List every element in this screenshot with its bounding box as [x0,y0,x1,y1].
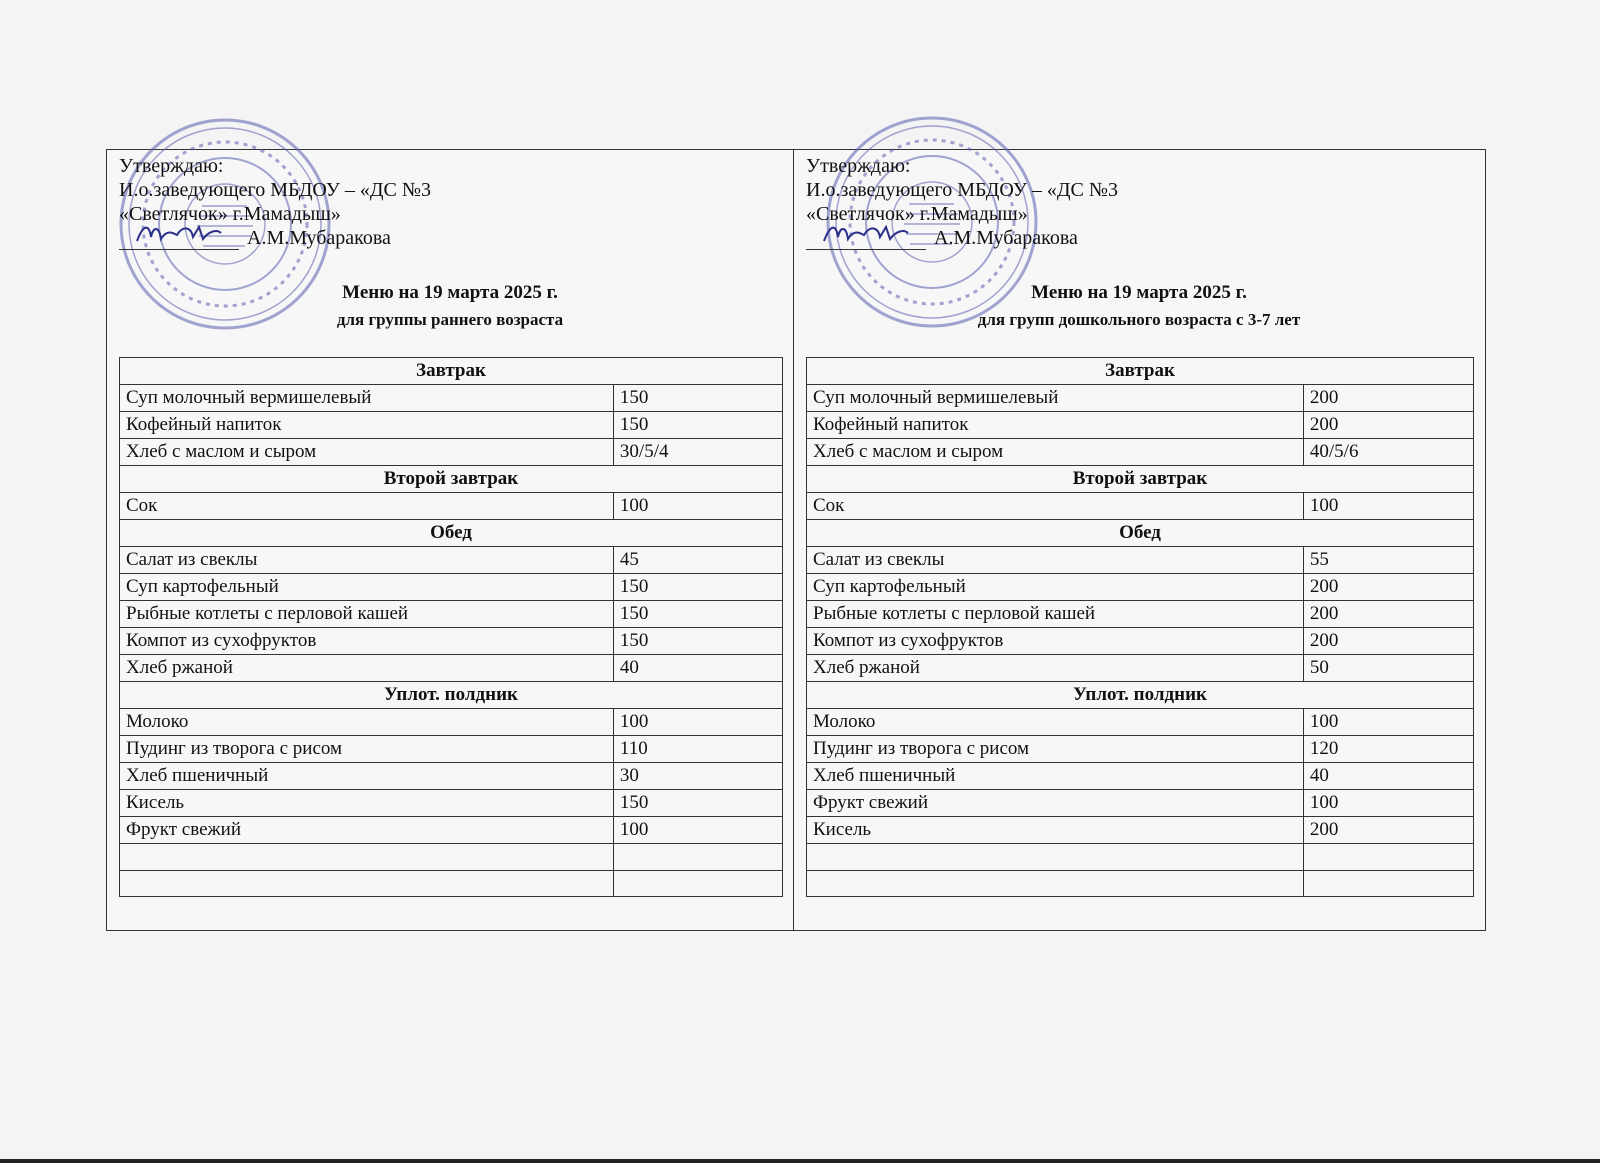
dish-name: Рыбные котлеты с перловой кашей [807,601,1304,628]
approval-label: Утверждаю: [806,155,911,177]
dish-row [807,628,1474,655]
portion-size [1303,844,1473,871]
dish-name: Хлеб ржаной [120,655,614,682]
dish-row [120,763,783,790]
dish-row [120,817,783,844]
portion-size: 150 [613,628,782,655]
dish-name [120,844,614,871]
organization-name: «Светлячок» г.Мамадыш» [806,203,1028,225]
handwritten-signature [133,219,223,247]
dish-name: Суп молочный вермишелевый [120,385,614,412]
signer-name: А.М.Мубаракова [934,227,1078,249]
portion-size: 100 [613,709,782,736]
portion-size: 40/5/6 [1303,439,1473,466]
dish-name [807,844,1304,871]
dish-row [807,439,1474,466]
portion-size: 100 [613,817,782,844]
signature-row [806,226,1118,250]
meal-section-row [807,682,1474,709]
approval-block [119,154,431,250]
menu-subtitle: для группы раннего возраста [336,310,564,329]
meal-section-row [807,466,1474,493]
meal-section-title: Обед [120,520,783,547]
dish-name: Салат из свеклы [807,547,1304,574]
dish-name: Кисель [807,817,1304,844]
dish-name: Салат из свеклы [120,547,614,574]
portion-size [613,870,782,897]
dish-name: Пудинг из творога с рисом [120,736,614,763]
dish-name: Хлеб пшеничный [807,763,1304,790]
portion-size: 200 [1303,817,1473,844]
dish-name: Хлеб с маслом и сыром [120,439,614,466]
menu-title: Меню на 19 марта 2025 г. [342,282,558,303]
dish-name: Компот из сухофруктов [120,628,614,655]
signer-name: А.М.Мубаракова [247,227,391,249]
meal-section-title: Завтрак [120,358,783,385]
portion-size: 30/5/4 [613,439,782,466]
meal-section-row [120,466,783,493]
menu-document [106,149,1486,931]
approval-label: Утверждаю: [119,155,224,177]
portion-size: 200 [1303,601,1473,628]
meal-section-title: Завтрак [807,358,1474,385]
approver-position: И.о.заведующего МБДОУ – «ДС №3 [806,179,1118,201]
portion-size: 150 [613,601,782,628]
dish-row [120,844,783,871]
meal-section-title: Обед [807,520,1474,547]
dish-row [120,493,783,520]
dish-name [120,870,614,897]
meal-section-title: Второй завтрак [807,466,1474,493]
meal-section-row [120,358,783,385]
dish-name: Кофейный напиток [120,412,614,439]
portion-size: 100 [1303,493,1473,520]
meal-section-title: Уплот. полдник [120,682,783,709]
portion-size [613,844,782,871]
scan-edge [0,1159,1600,1163]
portion-size: 30 [613,763,782,790]
dish-row [807,817,1474,844]
dish-name: Кофейный напиток [807,412,1304,439]
dish-row [120,439,783,466]
dish-row [120,870,783,897]
dish-name: Сок [120,493,614,520]
portion-size: 200 [1303,628,1473,655]
portion-size: 150 [613,385,782,412]
dish-name: Хлеб ржаной [807,655,1304,682]
dish-name: Фрукт свежий [120,817,614,844]
meal-section-row [120,682,783,709]
dish-name: Суп картофельный [807,574,1304,601]
meal-section-row [807,358,1474,385]
portion-size: 200 [1303,574,1473,601]
dish-row [120,628,783,655]
dish-row [807,547,1474,574]
menu-panel-preschool [794,150,1484,930]
dish-name: Пудинг из творога с рисом [807,736,1304,763]
dish-name [807,870,1304,897]
dish-row [807,574,1474,601]
dish-row [807,763,1474,790]
approval-block [806,154,1118,250]
dish-row [120,574,783,601]
dish-row [120,736,783,763]
dish-name: Хлеб с маслом и сыром [807,439,1304,466]
dish-name: Молоко [807,709,1304,736]
dish-row [120,412,783,439]
dish-row [120,385,783,412]
portion-size: 120 [1303,736,1473,763]
portion-size [1303,870,1473,897]
dish-row [807,870,1474,897]
signature-line [806,229,926,250]
portion-size: 40 [1303,763,1473,790]
dish-row [807,790,1474,817]
portion-size: 150 [613,574,782,601]
dish-row [807,736,1474,763]
meal-section-row [120,520,783,547]
portion-size: 150 [613,790,782,817]
dish-name: Суп молочный вермишелевый [807,385,1304,412]
portion-size: 40 [613,655,782,682]
portion-size: 55 [1303,547,1473,574]
menu-table [806,357,1474,897]
dish-row [120,790,783,817]
portion-size: 100 [1303,790,1473,817]
portion-size: 100 [1303,709,1473,736]
meal-section-row [807,520,1474,547]
portion-size: 110 [613,736,782,763]
dish-name: Суп картофельный [120,574,614,601]
dish-name: Кисель [120,790,614,817]
dish-row [120,709,783,736]
dish-row [807,709,1474,736]
handwritten-signature [820,219,910,247]
dish-row [807,844,1474,871]
menu-panel-early-age [107,150,793,930]
portion-size: 150 [613,412,782,439]
dish-row [120,547,783,574]
menu-title: Меню на 19 марта 2025 г. [1031,282,1247,303]
dish-name: Компот из сухофруктов [807,628,1304,655]
dish-row [120,655,783,682]
portion-size: 100 [613,493,782,520]
dish-name: Молоко [120,709,614,736]
portion-size: 45 [613,547,782,574]
dish-row [807,493,1474,520]
dish-row [807,412,1474,439]
dish-row [120,601,783,628]
signature-row [119,226,431,250]
signature-line [119,229,239,250]
menu-table [119,357,783,897]
dish-row [807,385,1474,412]
meal-section-title: Второй завтрак [120,466,783,493]
dish-row [807,601,1474,628]
menu-subtitle: для групп дошкольного возраста с 3-7 лет [977,310,1301,329]
dish-name: Фрукт свежий [807,790,1304,817]
dish-name: Рыбные котлеты с перловой кашей [120,601,614,628]
dish-name: Хлеб пшеничный [120,763,614,790]
portion-size: 50 [1303,655,1473,682]
meal-section-title: Уплот. полдник [807,682,1474,709]
approver-position: И.о.заведующего МБДОУ – «ДС №3 [119,179,431,201]
organization-name: «Светлячок» г.Мамадыш» [119,203,341,225]
dish-row [807,655,1474,682]
dish-name: Сок [807,493,1304,520]
portion-size: 200 [1303,412,1473,439]
portion-size: 200 [1303,385,1473,412]
